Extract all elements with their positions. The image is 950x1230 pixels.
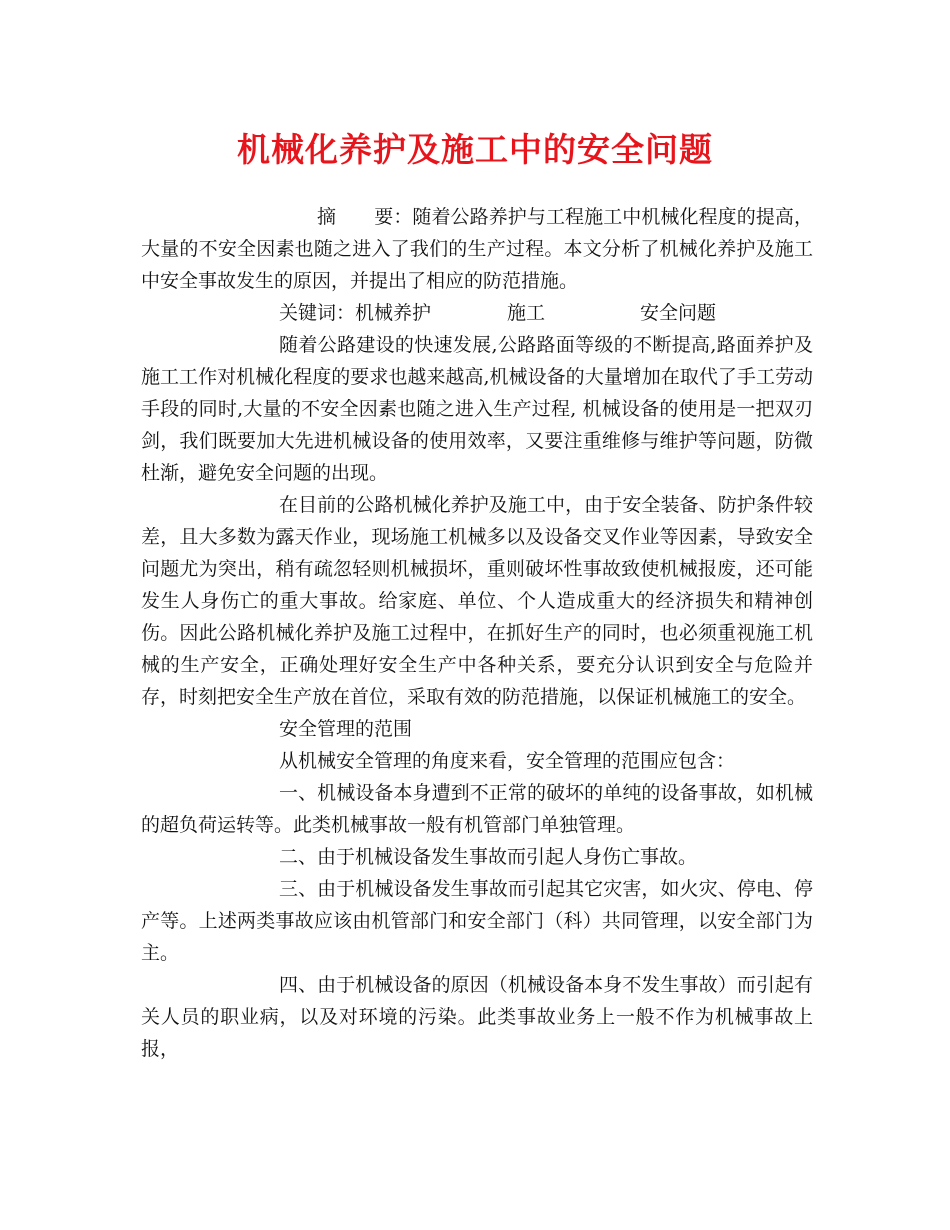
list-item: 二、由于机械设备发生事故而引起人身伤亡事故。 — [279, 846, 698, 868]
list-item: 一、机械设备本身遭到不正常的破坏的单纯的设备事故，如机械的超负荷运转等。此类机械事故一般有机管部门单独管理。 — [141, 782, 813, 836]
list-item: 三、由于机械设备发生事故而引起其它灾害，如火灾、停电、停产等。上述两类事故应该由机管部门和安全部门（科）共同管理，以安全部门为主。 — [141, 878, 813, 964]
body-paragraph: 随着公路建设的快速发展,公路路面等级的不断提高,路面养护及施工工作对机械化程度的要求也越来越高,机械设备的大量增加在取代了手工劳动手段的同时,大量的不安全因素也随之进入生产过程, 机械设备的使用是一把双刃剑，我们既要加大先进机械设备的使用效率，又要注重维修与维护等问题，防微杜渐，避免安全问题的出现。 — [141, 334, 813, 484]
list-item: 四、由于机械设备的原因（机械设备本身不发生事故）而引起有关人员的职业病，以及对环境的污染。此类事故业务上一般不作为机械事故上报， — [141, 974, 813, 1060]
abstract-paragraph: 摘 要：随着公路养护与工程施工中机械化程度的提高，大量的不安全因素也随之进入了我们的生产过程。本文分析了机械化养护及施工中安全事故发生的原因，并提出了相应的防范措施。 — [141, 206, 813, 292]
body-paragraph: 在目前的公路机械化养护及施工中，由于安全装备、防护条件较差，且大多数为露天作业，现场施工机械多以及设备交叉作业等因素，导致安全问题尤为突出，稍有疏忽轻则机械损坏，重则破坏性事故致使机械报废，还可能发生人身伤亡的重大事故。给家庭、单位、个人造成重大的经济损失和精神创伤。因此公路机械化养护及施工过程中，在抓好生产的同时，也必须重视施工机械的生产安全，正确处理好安全生产中各种关系，要充分认识到安全与危险并存，时刻把安全生产放在首位，采取有效的防范措施，以保证机械施工的安全。 — [141, 494, 813, 708]
section-intro: 从机械安全管理的角度来看，安全管理的范围应包含： — [279, 750, 736, 772]
document-title: 机械化养护及施工中的安全问题 — [237, 130, 713, 169]
document-body — [141, 201, 813, 1065]
section-heading: 安全管理的范围 — [279, 718, 413, 740]
keywords-line: 关键词：机械养护 施工 安全问题 — [279, 302, 717, 324]
